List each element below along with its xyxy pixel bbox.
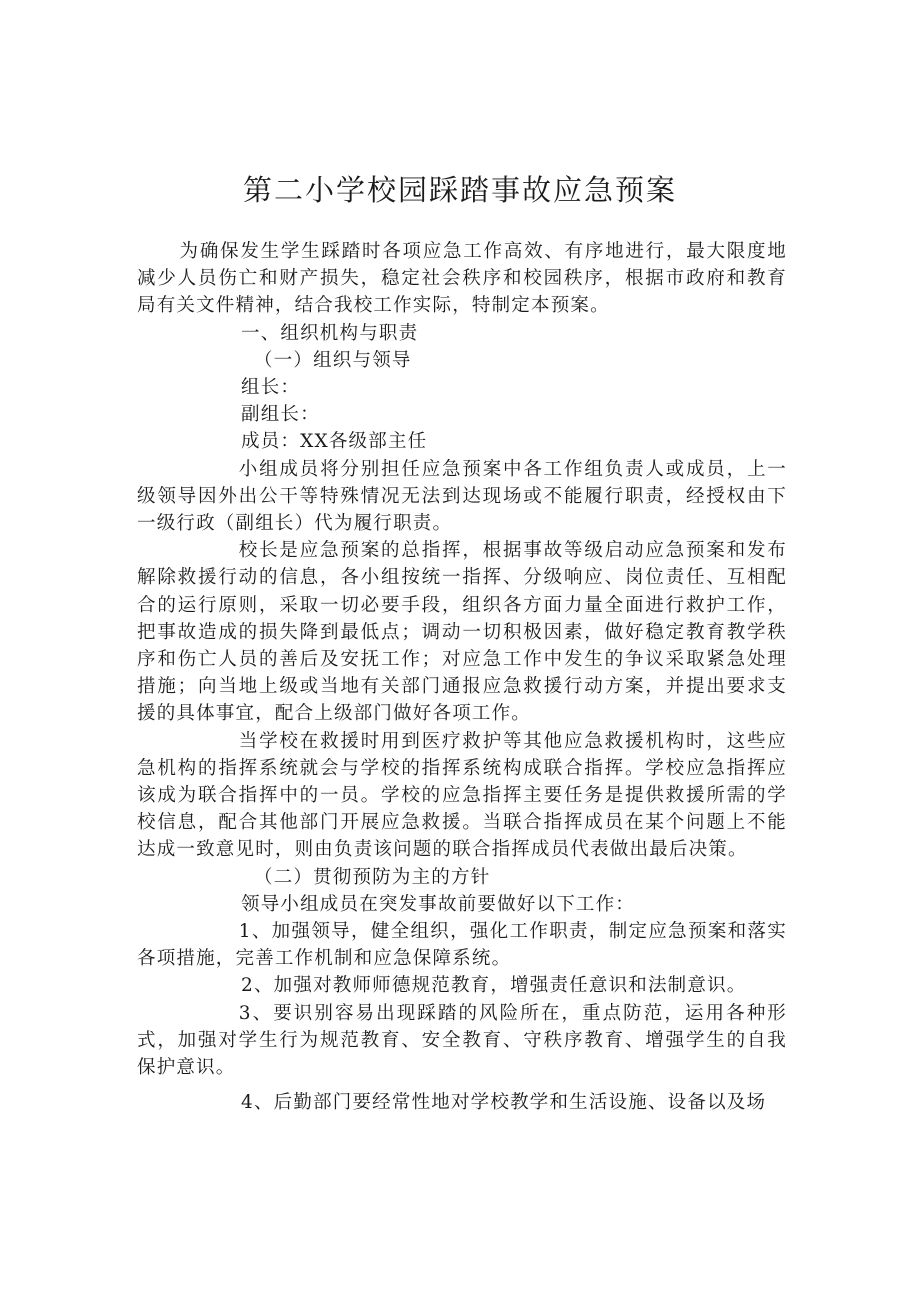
paragraph-principal: 校长是应急预案的总指挥，根据事故等级启动应急预案和发布解除救援行动的信息，各小组按统一指挥、分级响应、岗位责任、互相配合的运行原则，采取一切必要手段，组织各方面力量全面进行救护工作，把事故造成的损失降到最低点；调动一切积极因素，做好稳定教育教学秩序和伤亡人员的善后及安抚工作；对应急工作中发生的争议采取紧急处理措施；向当地上级或当地有关部门通报应急救援行动方案，并提出要求支援的具体事宜，配合上级部门做好各项工作。 (137, 540, 787, 725)
paragraph-preparation: 领导小组成员在突发事故前要做好以下工作： (241, 893, 636, 915)
list-item-1: 1、加强领导，健全组织，强化工作职责，制定应急预案和落实各项措施，完善工作机制和应急保障系统。 (137, 921, 787, 970)
subsection-heading-1: （一）组织与领导 (254, 349, 412, 371)
paragraph-joint-command: 当学校在救援时用到医疗救护等其他应急救援机构时，这些应急机构的指挥系统就会与学校的指挥系统构成联合指挥。学校应急指挥应该成为联合指挥中的一员。学校的应急指挥主要任务是提供救援所需的学校信息，配合其他部门开展应急救援。当联合指挥成员在某个问题上不能达成一致意见时，则由负责该问题的联合指挥成员代表做出最后决策。 (137, 730, 787, 861)
intro-paragraph: 为确保发生学生踩踏时各项应急工作高效、有序地进行，最大限度地减少人员伤亡和财产损失，稳定社会秩序和校园秩序，根据市政府和教育局有关文件精神，结合我校工作实际，特制定本预案。 (137, 241, 787, 317)
list-item-2: 2、加强对教师师德规范教育，增强责任意识和法制意识。 (241, 975, 747, 997)
subsection-heading-2: （二）贯彻预防为主的方针 (254, 866, 491, 888)
list-item-4: 4、后勤部门要经常性地对学校教学和生活设施、设备以及场 (241, 1092, 767, 1114)
section-heading-1: 一、组织机构与职责 (241, 322, 419, 344)
members-line: 成员：XX各级部主任 (241, 431, 428, 453)
document-title: 第二小学校园踩踏事故应急预案 (242, 173, 677, 207)
leader-line: 组长： (241, 377, 301, 399)
list-item-3: 3、要识别容易出现踩踏的风险所在，重点防范，运用各种形式，加强对学生行为规范教育、安全教育、守秩序教育、增强学生的自我保护意识。 (137, 1002, 787, 1079)
paragraph-authorization: 小组成员将分别担任应急预案中各工作组负责人或成员，上一级领导因外出公干等特殊情况无法到达现场或不能履行职责，经授权由下一级行政（副组长）代为履行职责。 (137, 458, 787, 535)
document-body (137, 238, 787, 1117)
deputy-line: 副组长： (241, 404, 320, 426)
